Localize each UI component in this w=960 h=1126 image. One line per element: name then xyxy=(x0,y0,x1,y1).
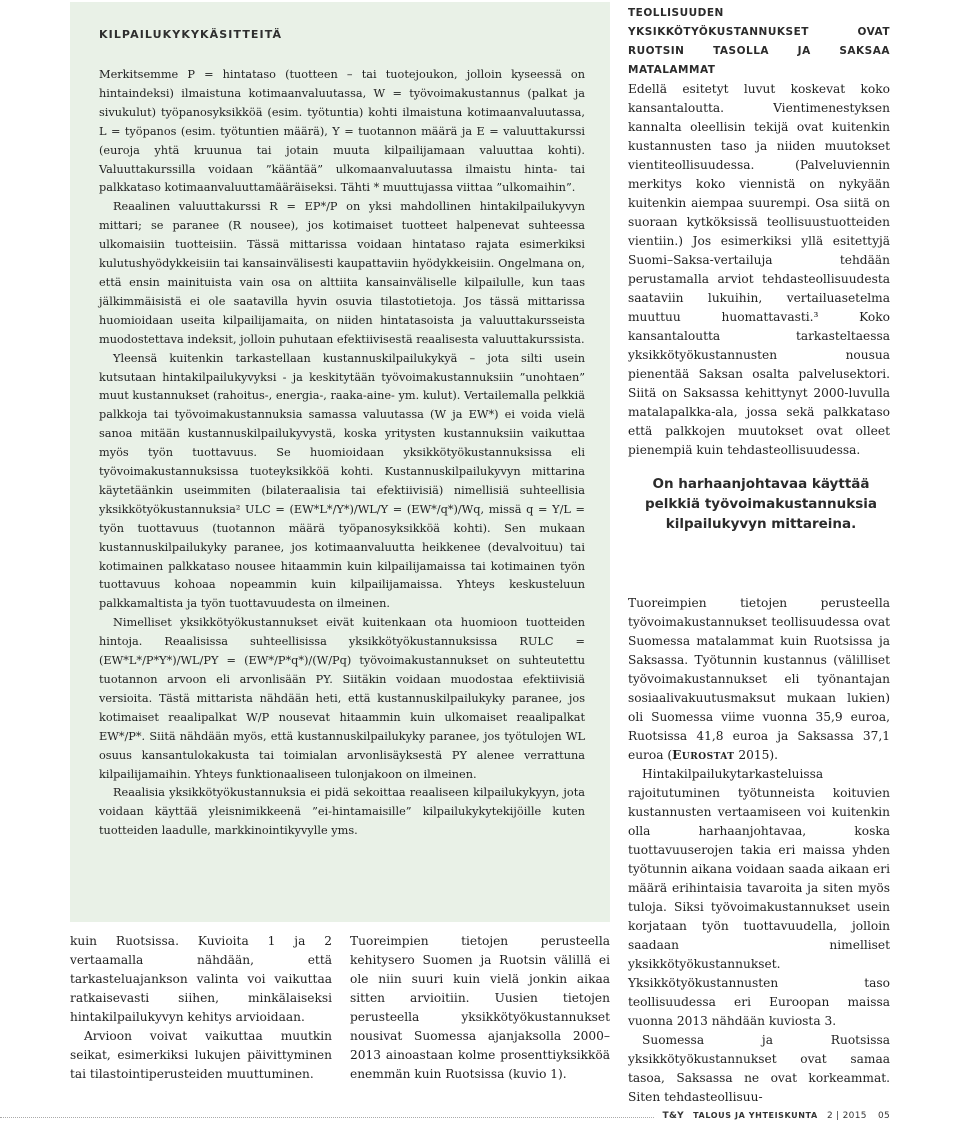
footer-divider xyxy=(0,1117,680,1118)
box-paragraph: Reaalisia yksikkötyökustannuksia ei pidä sekoittaa reaaliseen kilpailukykyyn, jota voidaan käyttää yleisnimikkeenä ”ei-hintamaisille” kilpailukykytekijöille kuten tuotteiden laadulle, markkinointikyvylle yms. xyxy=(99,786,585,838)
paragraph-text: 2015). xyxy=(734,748,779,762)
footer-brand: T&Y xyxy=(662,1111,684,1121)
page-number: 05 xyxy=(877,1111,890,1121)
source-reference: Eurostat xyxy=(672,748,735,762)
column-b xyxy=(350,932,610,1084)
body-paragraph: Edellä esitetyt luvut koskevat koko kansantaloutta. Vientimenestyksen kannalta oleellisin tekijä ovat kuitenkin kustannusten taso ja niiden muutokset vientiteollisuudessa. (Palveluviennin merkitys koko viennistä on nykyään kuitenkin aiempaa suurempi. Osa siitä on suoraan kytköksissä teollisuustuotteiden vientiin.) Jos esimerkiksi yllä esitettyjä Suomi–Saksa-vertailuja tehdään perustamalla arviot tehdasteollisuudesta saataviin lukuihin, vertailuasetelma muuttuu huomattavasti.³ Koko kansantaloutta tarkasteltaessa yksikkötyökustannusten nousua pienentää Saksan osalta palvelusektori. Siitä on Saksassa kehittynyt 2000-luvulla matalapalkka-ala, jossa sekä palkkataso että palkkojen muutokset ovat olleet pienempiä kuin tehdasteollisuudessa. xyxy=(628,82,890,457)
box-paragraph: Nimelliset yksikkötyökustannukset eivät kuitenkaan ota huomioon tuotteiden hintoja. Reaalisissa suhteellisissa yksikkötyökustannuksissa RULC = (EW*L*/P*Y*)/WL/PY = (EW*/P*q*)/(W/Pq) työvoimakustannukset on suhteutettu tuotannon arvoon eli arvonlisään PY. Siitäkin voidaan muodostaa efektiivisiä versioita. Tästä mittarista nähdään heti, että kustannuskilpailukyky paranee, jos kotimaiset reaalipalkat W/P nousevat hitaammin kuin ulkomaiset reaalipalkat EW*/P*. Siitä nähdään myös, että kustannuskilpailukyky paranee, jos työtulojen WL osuus kansantulokakusta tai toimialan arvonlisäyksestä PY alenee verrattuna kilpailijamaihin. Yhteys funktionaaliseen tulonjakoon on ilmeinen. xyxy=(99,616,585,781)
footer-issue: 2 | 2015 xyxy=(826,1111,867,1121)
body-paragraph: Suomessa ja Ruotsissa yksikkötyökustannukset ovat samaa tasoa, Saksassa ne ovat korkeammat. Siten tehdasteollisuu- xyxy=(628,1033,890,1104)
box-paragraph: Merkitsemme P = hintataso (tuotteen – tai tuotejoukon, jolloin kyseessä on hintaindeksi) ilmaistuna kotimaanvaluutassa, W = työvoimakustannus (palkat ja sivukulut) työpanosyksikköä (esim. työtuntia) kohti ilmaistuna kotimaanvaluutassa, L = työpanos (esim. työtuntien määrä), Y = tuotannon määrä ja E = valuuttakurssi (euroja yhtä kruunua tai jotain muuta kilpailijamaan valuuttaa kohti). Valuuttakurssilla voidaan ”kääntää” ulkomaanvaluutassa ilmaistu hinta- tai palkkataso kotimaanvaluuttamääräiseksi. Tähti * muuttujassa viittaa ”ulkomaihin”. xyxy=(99,68,585,195)
box-paragraph: Yleensä kuitenkin tarkastellaan kustannuskilpailukykyä – jota silti usein kutsutaan hintakilpailukyvyksi - ja keskitytään työvoimakustannuksiin ”unohtaen” muut kustannukset (rahoitus-, energia-, raaka-aine- ym. kulut). Vertailemalla pelkkiä palkkoja tai työvoimakustannuksia samassa valuutassa (W ja EW*) ei voida vielä sanoa mitään kustannuskilpailukyvystä, koska yritysten kustannuksiin vaikuttaa myös työn tuottavuus. Se huomioidaan yksikkötyökustannuksissa eli työvoimakustannuksissa tuoteyksikköä kohti. Kustannuskilpailukyvyn mittarina käytetäänkin useimmiten (bilateraalisia tai efektiivisiä) nimellisiä suhteellisia yksikkötyökustannuksia² ULC = (EW*L*/Y*)/WL/Y = (EW*/q*)/Wq, missä q = Y/L = työn tuottavuus (tuotannon määrä työpanosyksikköä kohti). Sen mukaan kustannuskilpailukyky paranee, jos kotimaanvaluutta heikkenee (devalvoituu) tai kotimainen palkkataso nousee hitaammin kuin kilpailijamaissa tai kotimainen työn tuottavuus kohoaa nopeammin kuin kilpailijamaissa. Yhteys keskusteluun palkkamaltista ja työn tuottavuudesta on ilmeinen. xyxy=(99,351,585,611)
box-title: KILPAILUKYKYKÄSITTEITÄ xyxy=(99,28,283,41)
body-paragraph: Hintakilpailukytarkasteluissa rajoitutuminen työtunneista koituvien kustannusten vertaamiseen voi kuitenkin olla harhaanjohtavaa, koska tuottavuuserojen takia eri maissa yhden työtunnin aikana voidaan saada aikaan eri määrä erihintaisia tavaroita ja siten myös tuloja. Siksi työvoimakustannukset usein korjataan työn tuottavuudella, jolloin saadaan nimelliset yksikkötyökustannukset. Yksikkötyökustannusten taso teollisuudessa eri Euroopan maissa vuonna 2013 nähdään kuviosta 3. xyxy=(628,767,890,1028)
section-heading: TEOLLISUUDEN YKSIKKÖTYÖKUSTANNUKSET OVAT RUOTSIN TASOLLA JA SAKSAA MATALAMMAT xyxy=(628,7,890,76)
page-footer xyxy=(655,1111,890,1121)
body-paragraph: kuin Ruotsissa. Kuvioita 1 ja 2 vertaamalla nähdään, että tarkasteluajankson valinta voi vaikuttaa ratkaisevasti siihen, minkälaiseksi hintakilpailukyvyn kehitys arvioidaan. xyxy=(70,934,332,1024)
body-paragraph: Arvioon voivat vaikuttaa muutkin seikat, esimerkiksi lukujen päivittyminen tai tilastointiperusteiden muuttuminen. xyxy=(70,1029,332,1081)
paragraph-text: Tuoreimpien tietojen perusteella työvoimakustannukset teollisuudessa ovat Suomessa matalammat kuin Ruotsissa ja Saksassa. Työtunnin kustannus (välilliset työvoimakustannukset eli työnantajan sosiaalivakuutusmaksut mukaan lukien) oli Suomessa viime vuonna 35,9 euroa, Ruotsissa 41,8 euroa ja Saksassa 37,1 euroa ( xyxy=(628,596,890,762)
column-c-bottom xyxy=(628,594,890,1107)
pull-quote: On harhaanjohtavaa käyttää pelkkiä työvoimakustannuksia kilpailukyvyn mittareina. xyxy=(644,476,878,532)
box-body xyxy=(99,66,585,841)
column-c-top xyxy=(628,4,890,460)
footer-magazine: TALOUS JA YHTEISKUNTA xyxy=(693,1111,818,1120)
body-paragraph: Tuoreimpien tietojen perusteella kehitysero Suomen ja Ruotsin välillä ei ole niin suuri kuin vielä jonkin aikaa sitten arvioitiin. Uusien tietojen perusteella yksikkötyökustannukset nousivat Suomessa ajanjaksolla 2000–2013 ainoastaan kolme prosenttiyksikköä enemmän kuin Ruotsissa (kuvio 1). xyxy=(350,934,610,1081)
box-paragraph: Reaalinen valuuttakurssi R = EP*/P on yksi mahdollinen hintakilpailukyvyn mittari; se paranee (R nousee), jos kotimaiset tuotteet halpenevat suhteessa ulkomaisiin tuotteisiin. Tässä mittarissa voidaan hintataso rajata esimerkiksi kulutushyödykkeisiin tai kansainvälisesti kaupattaviin hyödykkeisiin. Ongelmana on, että ensin mainituista vain osa on alttiita kansainväliselle kilpailulle, kun taas jälkimmäisistä ei ole saatavilla hyvin osuvia tilastotietoja. Jos tässä mittarissa huomioidaan useita kilpailijamaita, on niiden hintatasoista ja valuuttakursseista muodostettava indeksit, jolloin puhutaan efektiivisestä reaalisesta valuuttakurssista. xyxy=(99,200,585,346)
column-a xyxy=(70,932,332,1084)
concepts-box xyxy=(70,2,610,922)
body-paragraph xyxy=(628,594,890,765)
